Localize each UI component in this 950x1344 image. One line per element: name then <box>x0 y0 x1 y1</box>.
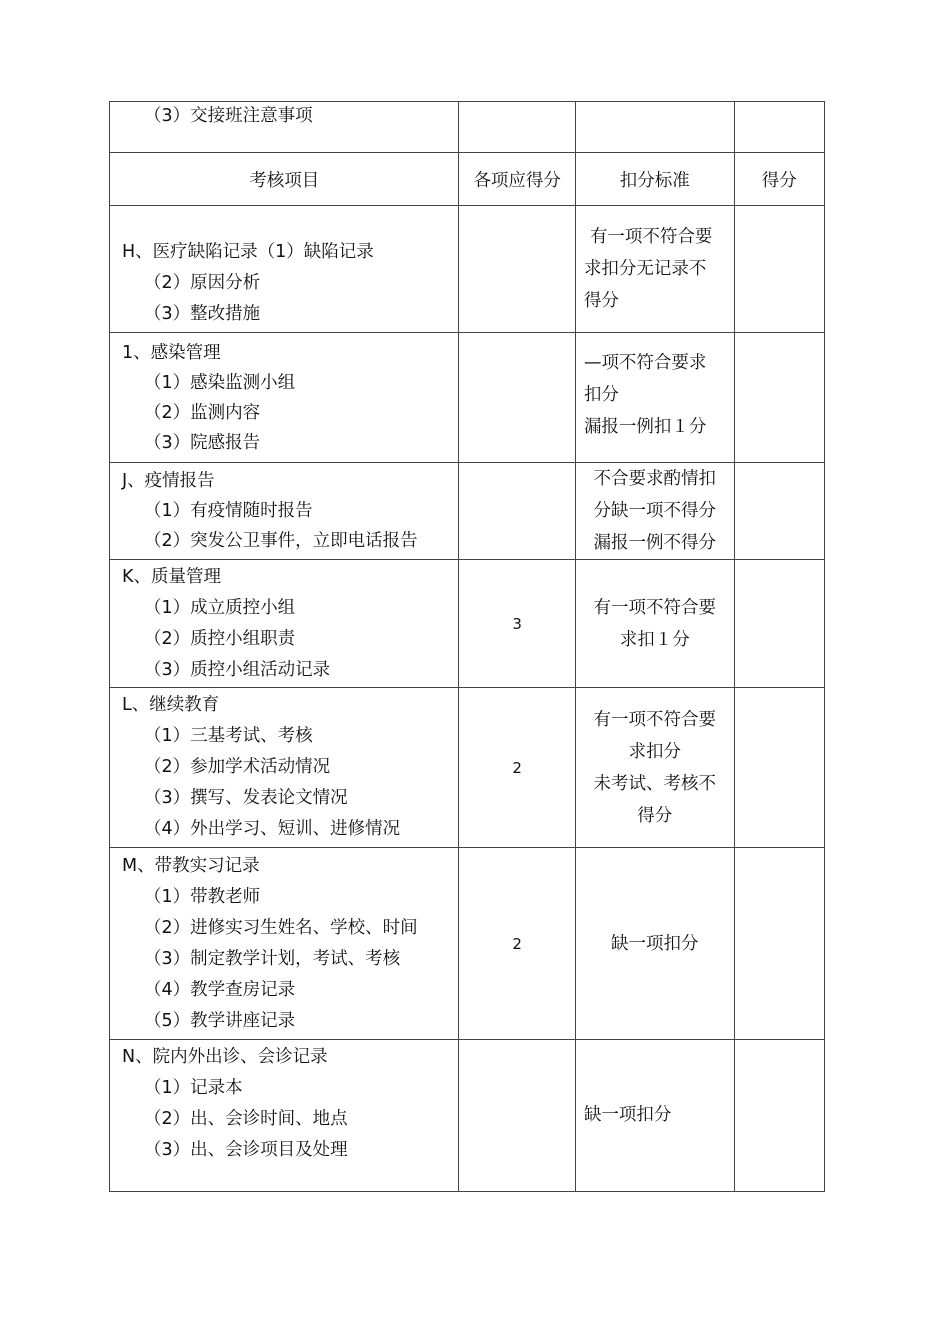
header-points: 各项应得分 <box>459 153 575 206</box>
rule-line: 扣分 <box>583 384 619 405</box>
item-sub: （3）出、会诊项目及处理 <box>144 1140 348 1160</box>
item-sub: （1）感染监测小组 <box>144 372 296 393</box>
continuation-item-cell <box>110 102 459 153</box>
rule-line: 有一项不符合要 <box>593 709 717 730</box>
rule-block <box>576 592 734 656</box>
item-cell <box>110 848 459 1040</box>
rule-cell <box>575 1040 734 1192</box>
item-cell <box>110 688 459 848</box>
score-cell <box>734 560 824 688</box>
rule-line: 有一项不符合要 <box>589 227 713 247</box>
item-sub: （2）进修实习生姓名、学校、时间 <box>144 917 418 938</box>
score-cell <box>734 463 824 560</box>
rule-block <box>576 1099 734 1133</box>
item-title: L、继续教育 <box>122 695 220 715</box>
item-sub: （2）质控小组职责 <box>144 628 296 649</box>
item-sub: （2）参加学术活动情况 <box>144 757 331 777</box>
item-sub: （2）突发公卫事件，立即电话报告 <box>144 531 418 551</box>
table-row <box>110 333 825 463</box>
rule-line: 求扣分 <box>628 741 682 762</box>
assessment-table-sheet <box>109 101 825 1192</box>
rule-line: 不合要求酌情扣 <box>593 469 717 489</box>
rule-line: 求扣１分 <box>619 629 690 650</box>
continuation-item-text: （3）交接班注意事项 <box>144 106 313 126</box>
rule-block <box>576 463 734 559</box>
item-block <box>110 466 458 556</box>
item-sub: （2）出、会诊时间、地点 <box>144 1109 348 1129</box>
item-sub: （4）外出学习、短训、进修情况 <box>144 819 401 839</box>
item-sub: （3）质控小组活动记录 <box>144 659 331 680</box>
item-sub: （1）带教老师 <box>144 886 261 907</box>
item-block <box>110 209 458 330</box>
item-sub: （5）教学讲座记录 <box>144 1010 296 1031</box>
rule-cell <box>575 848 734 1040</box>
rule-line: 得分 <box>583 291 619 311</box>
item-sub: （1）记录本 <box>144 1078 243 1098</box>
table-row <box>110 848 825 1040</box>
rule-line: 漏报一例扣１分 <box>583 416 707 437</box>
header-score: 得分 <box>734 153 824 206</box>
item-sub: （3）整改措施 <box>144 303 261 324</box>
item-sub: （2）原因分析 <box>144 272 261 293</box>
rule-line: 缺一项扣分 <box>611 933 699 954</box>
item-cell <box>110 333 459 463</box>
item-cell <box>110 1040 459 1192</box>
rule-block <box>576 704 734 832</box>
item-title: 1、感染管理 <box>122 342 221 363</box>
rule-block <box>576 347 734 449</box>
score-cell <box>734 688 824 848</box>
item-title: N、院内外出诊、会诊记录 <box>122 1047 328 1067</box>
rule-line: 有一项不符合要 <box>593 597 717 618</box>
header-standard: 扣分标准 <box>575 153 734 206</box>
item-title: M、带教实习记录 <box>122 855 260 876</box>
item-sub: （1）成立质控小组 <box>144 597 296 618</box>
continuation-points-cell <box>459 102 575 153</box>
item-sub: （1）三基考试、考核 <box>144 726 313 746</box>
points-cell <box>459 1040 575 1192</box>
item-sub: （2）监测内容 <box>144 402 261 423</box>
item-sub: （1）有疫情随时报告 <box>144 501 313 521</box>
item-sub: （3）制定教学计划，考试、考核 <box>144 948 401 969</box>
table-row <box>110 463 825 560</box>
score-cell <box>734 206 824 333</box>
item-cell <box>110 463 459 560</box>
rule-cell <box>575 560 734 688</box>
item-title: K、质量管理 <box>122 566 221 587</box>
rule-cell <box>575 463 734 560</box>
rule-cell <box>575 206 734 333</box>
rule-cell <box>575 333 734 463</box>
score-cell <box>734 333 824 463</box>
rule-line: 漏报一例不得分 <box>593 533 717 553</box>
item-block <box>110 1040 458 1166</box>
item-block <box>110 690 458 845</box>
rule-line: —项不符合要求 <box>583 352 707 373</box>
points-cell <box>459 333 575 463</box>
score-cell <box>734 848 824 1040</box>
item-sub: （3）撰写、发表论文情况 <box>144 788 348 808</box>
table-row <box>110 688 825 848</box>
rule-line: 求扣分无记录不 <box>583 259 707 279</box>
rule-block <box>576 221 734 317</box>
table-header-row <box>110 153 825 206</box>
item-block <box>110 851 458 1037</box>
item-sub: （3）院感报告 <box>144 432 261 453</box>
rule-line: 得分 <box>637 805 673 826</box>
score-cell <box>734 1040 824 1192</box>
continuation-rule-cell <box>575 102 734 153</box>
points-cell: 2 <box>459 688 575 848</box>
table-row <box>110 560 825 688</box>
table-row <box>110 206 825 333</box>
rule-cell <box>575 688 734 848</box>
points-cell: 3 <box>459 560 575 688</box>
points-cell: 2 <box>459 848 575 1040</box>
item-title: J、疫情报告 <box>122 471 215 491</box>
rule-line: 缺一项扣分 <box>583 1104 672 1125</box>
item-cell <box>110 560 459 688</box>
rule-block <box>576 928 734 960</box>
rule-line: 未考试、考核不 <box>593 773 717 794</box>
item-block <box>110 562 458 686</box>
points-cell <box>459 463 575 560</box>
assessment-table <box>109 101 825 1192</box>
item-title: H、医疗缺陷记录（1）缺陷记录 <box>122 241 374 262</box>
item-cell <box>110 206 459 333</box>
item-block <box>110 338 458 458</box>
continuation-score-cell <box>734 102 824 153</box>
header-item: 考核项目 <box>110 153 459 206</box>
points-cell <box>459 206 575 333</box>
rule-line: 分缺一项不得分 <box>593 501 717 521</box>
item-sub: （4）教学查房记录 <box>144 979 296 1000</box>
continuation-row <box>110 102 825 153</box>
table-row <box>110 1040 825 1192</box>
